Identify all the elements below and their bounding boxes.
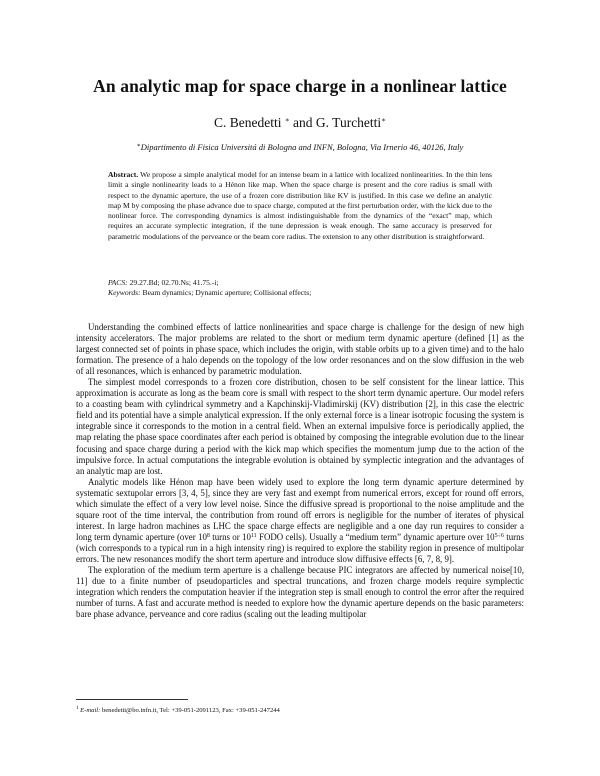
author-turchetti: G. Turchetti	[315, 115, 382, 130]
abstract-label: Abstract.	[108, 170, 139, 179]
exponent-1: 8	[206, 532, 210, 539]
keywords-label: Keywords:	[108, 288, 141, 298]
classification	[108, 278, 492, 299]
paragraph-2: The simplest model corresponds to a frozen core distribution, chosen to be self consistent for the linear lattice. This approximation is accurate as long as the beam core is small with respect to the short term dynamic aperture. Our model refers to a coasting beam with cylindrical symmetry and a Kapchinskij-Vladimirskij (KV) distribution [2], in this case the electric field and its potential have a simple analytical expression. If the only external force is a linear isotropic focusing the system is integrable since it corresponds to the motion in a central field. When an external impulsive force is periodically applied, the map relating the phase space coordinates after each period is obtained by composing the integrable evolution due to the linear focusing and space charge during a period with the kick map which specifies the momentum jump due to the action of the impulsive force. In actual computations the integrable evolution is obtained by symplectic integration and the advantages of an analytic map are lost.	[76, 377, 524, 476]
footnote-text: benedetti@bo.infn.it, Tel: +39-051-2091123, Fax: +39-051-247244	[100, 707, 280, 714]
paragraph-3	[76, 477, 524, 565]
paragraph-3-part-b: turns or 10	[209, 531, 251, 542]
abstract	[108, 170, 492, 242]
affiliation-text: Dipartimento di Fisica Universitá di Bologna and INFN, Bologna, Via Irnerio 46, 40126, Italy	[140, 142, 464, 152]
exponent-2: 11	[250, 532, 257, 539]
footnote	[76, 706, 524, 714]
footnote-mark: 1	[76, 706, 79, 711]
pacs-codes: 29.27.Bd; 02.70.Ns; 41.75.-i;	[129, 278, 219, 287]
author-separator: and	[289, 115, 316, 130]
keywords-line	[108, 288, 492, 298]
author-benedetti: C. Benedetti	[214, 115, 282, 130]
paragraph-3-part-c: FODO cells). Usually a “medium term” dynamic aperture over 10	[256, 531, 495, 542]
abstract-text: We propose a simple analytical model for an intense beam in a lattice with localized nonlinearities. In the thin lens limit a single nonlinearity leads to a Hénon like map. When the space charge is present and the core radius is small with respect to the dynamic aperture, the use of a frozen core distribution like KV is justified. In this case we define an analytic map M by composing the phase advance due to space charge, computed at the first perturbation order, with the kick due to the nonlinear force. The corresponding dynamics is almost indistinguishable from the dynamics of the “exact” map, which requires an accurate symplectic integration, if the tune depression is weak enough. The same accuracy is preserved for parametric modulations of the perveance or the beam core radius. The extension to any other distribution is straightforward.	[108, 170, 492, 241]
pacs-label: PACS:	[108, 278, 128, 287]
paper-title: An analytic map for space charge in a nonlinear lattice	[93, 76, 507, 96]
affiliation-mark: ∗	[136, 143, 141, 149]
keywords-text: Beam dynamics; Dynamic aperture; Collisional effects;	[142, 288, 312, 298]
exponent-3: 5÷6	[494, 532, 504, 539]
author-benedetti-mark: ∗	[284, 116, 290, 124]
pacs-line	[108, 278, 492, 288]
paragraph-3-part-d: turns (wich corresponds to a typical run in a high intensity ring) is required to explore the stability region in presence of multipolar errors. The new resonances modify the short term aperture and introduce slow diffusive effects [6, 7, 8, 9].	[76, 531, 524, 564]
author-turchetti-mark: ∗	[381, 116, 386, 124]
author-line	[0, 115, 600, 131]
footnote-label: E-mail:	[80, 707, 101, 714]
footnote-rule	[76, 699, 188, 700]
paragraph-1: Understanding the combined effects of lattice nonlinearities and space charge is challenge for the design of new high intensity accelerators. The major problems are related to the short or medium term dynamic aperture (defined [1] as the largest connected set of points in phase space, which includes the origin, with stable orbits up to a given time) and to the halo formation. The presence of a halo depends on the topology of the low order resonances and on the slow diffusion in the web of all resonances, which is enhanced by parametric modulation.	[76, 322, 524, 377]
affiliation	[0, 142, 600, 152]
paragraph-4: The exploration of the medium term aperture is a challenge because PIC integrators are affected by numerical noise[10, 11] due to a finite number of pseudoparticles and spectral truncations, and frozen charge models require symplectic integration which renders the computation heavier if the integration step is small enough to control the error after the required number of turns. A fast and accurate method is needed to explore how the dynamic aperture depends on the basic parameters: bare phase advance, perveance and core radius (scaling out the leading multipolar	[76, 565, 524, 620]
body-text	[76, 322, 524, 620]
paragraph-3-part-a: Analytic models like Hénon map have been widely used to explore the long term dynamic aperture determined by systematic sextupolar errors [3, 4, 5], since they are very fast and exempt from numerical errors, except for round off errors, which simulate the effect of a very low level noise. Since the diffusive spread is proportional to the noise amplitude and the square root of the time interval, the contribution from round off errors is negligible for the number of iterates of physical interest. In large hadron machines as LHC the space charge effects are negligible and a one day run requires to consider a long term dynamic aperture (over 10	[76, 476, 524, 542]
